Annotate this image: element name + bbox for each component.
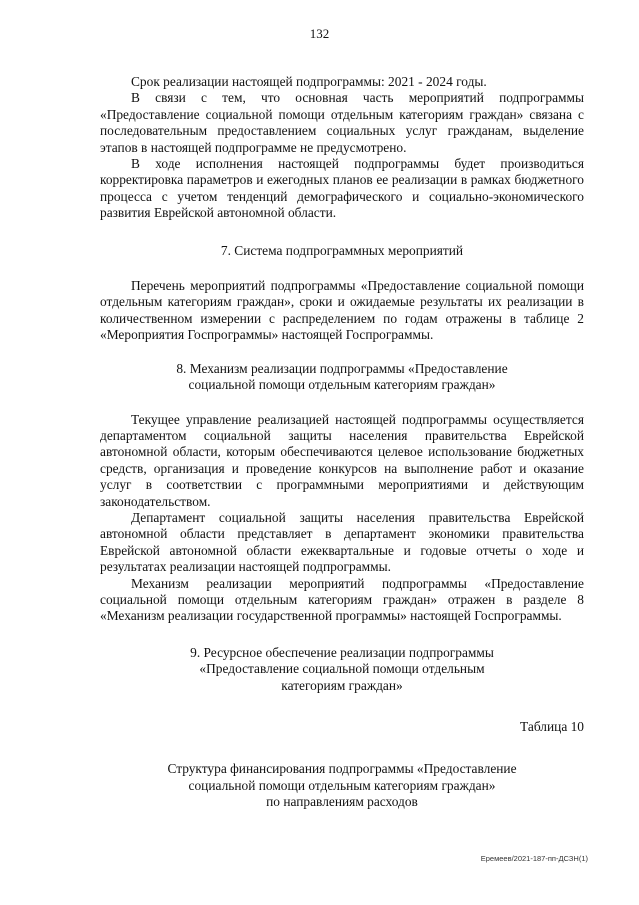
- paragraph-mechanism: Механизм реализации мероприятий подпрограммы «Предоставление социальной помощи отдельным категориям граждан» отражен в разделе 8 «Механизм реализации государственной программы» настоящей Госпрограммы.: [100, 575, 584, 624]
- table-title-line-3: по направлениям расходов: [266, 794, 418, 810]
- page-number: 132: [309, 26, 330, 41]
- section-7-heading: 7. Система подпрограммных мероприятий: [220, 242, 464, 258]
- paragraph-term: Срок реализации настоящей подпрограммы: 2021 - 2024 годы.: [131, 74, 487, 89]
- section-9-heading-line-1: 9. Ресурсное обеспечение реализации подпрограммы: [190, 644, 494, 660]
- paragraph-management: Текущее управление реализацией настоящей подпрограммы осуществляется департаментом социальной защиты населения правительства Еврейской автономной области, которым обеспечиваются целевое использование бюджетных средств, организация и проведение конкурсов на выполнение работ и оказание услуг в соответствии с программными мероприятиями и действующим законодательством.: [100, 411, 584, 509]
- section-9-heading: [100, 645, 584, 694]
- table-label: Таблица 10: [520, 719, 584, 734]
- paragraph-activities-list: Перечень мероприятий подпрограммы «Предоставление социальной помощи отдельным категориям граждан», сроки и ожидаемые результаты их реализации в количественном измерении с распределением по годам отражены в таблице 2 «Мероприятия Госпрограммы» настоящей Госпрограммы.: [100, 278, 584, 343]
- section-9-heading-line-2: «Предоставление социальной помощи отдельным: [199, 661, 485, 677]
- document-code: Еремеев/2021-187-пп-ДСЗН(1): [480, 854, 588, 863]
- section-9-heading-line-3: категориям граждан»: [281, 677, 403, 693]
- section-8-heading: [100, 361, 584, 394]
- paragraph-stages: В связи с тем, что основная часть мероприятий подпрограммы «Предоставление социальной помощи отдельным категориям граждан» связана с последовательным предоставлением социальных услуг гражданам, выделение этапов в настоящей подпрограмме не предусмотрено.: [100, 90, 584, 155]
- paragraph-reporting: Департамент социальной защиты населения правительства Еврейской автономной области представляет в департамент экономики правительства Еврейской автономной области ежеквартальные и годовые отчеты о ходе и результатах реализации настоящей подпрограммы.: [100, 509, 584, 575]
- table-title-line-2: социальной помощи отдельным категориям граждан»: [188, 777, 496, 793]
- section-8-heading-line-1: 8. Механизм реализации подпрограммы «Предоставление: [176, 360, 508, 376]
- paragraph-adjustment: В ходе исполнения настоящей подпрограммы будет производиться корректировка параметров и ежегодных планов ее реализации в рамках бюджетного процесса с учетом тенденций демографического и социально-экономического развития Еврейской автономной области.: [100, 156, 584, 221]
- table-title: [100, 761, 584, 810]
- section-8-heading-line-2: социальной помощи отдельным категориям граждан»: [188, 377, 496, 393]
- document-body: [100, 74, 584, 811]
- table-title-line-1: Структура финансирования подпрограммы «Предоставление: [167, 761, 517, 777]
